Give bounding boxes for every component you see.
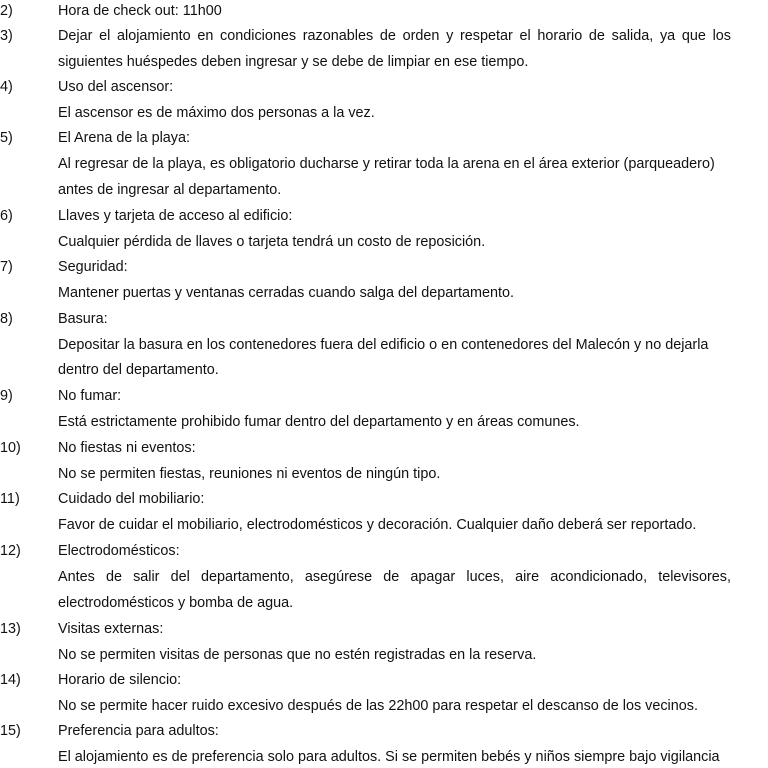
item-title: Electrodomésticos: — [58, 543, 180, 559]
item-number: 12) — [0, 543, 21, 559]
item-body-text: El ascensor es de máximo dos personas a la vez. — [58, 105, 375, 121]
item-number: 7) — [0, 259, 13, 275]
item-number: 11) — [0, 491, 20, 507]
item-title: Cuidado del mobiliario: — [58, 491, 205, 507]
list-item — [0, 538, 180, 564]
list-item — [0, 486, 205, 512]
item-body-text: Al regresar de la playa, es obligatorio ducharse y retirar toda la arena en el área exterior (parqueadero) — [58, 156, 715, 172]
item-title: No fiestas ni eventos: — [58, 440, 196, 456]
item-body-text: Depositar la basura en los contenedores fuera del edificio o en contenedores del Malecón y no dejarla — [58, 337, 709, 353]
item-title: Dejar el alojamiento en condiciones razonables de orden y respetar el horario de salida, ya que los — [58, 28, 731, 44]
list-item — [0, 306, 108, 332]
list-item — [0, 616, 164, 642]
item-body-text: Mantener puertas y ventanas cerradas cuando salga del departamento. — [58, 285, 514, 301]
list-item — [0, 383, 122, 409]
item-body-text: Cualquier pérdida de llaves o tarjeta tendrá un costo de reposición. — [58, 234, 486, 250]
item-title: El Arena de la playa: — [58, 130, 191, 146]
item-body-text: No se permiten fiestas, reuniones ni eventos de ningún tipo. — [58, 466, 441, 482]
list-item — [0, 435, 196, 461]
item-title: Preferencia para adultos: — [58, 723, 219, 739]
item-number: 13) — [0, 621, 21, 637]
item-body-text: No se permite hacer ruido excesivo después de las 22h00 para respetar el descanso de los vecinos. — [58, 698, 698, 714]
list-item — [0, 0, 222, 24]
item-number: 5) — [0, 130, 13, 146]
item-number: 8) — [0, 311, 13, 327]
item-number: 3) — [0, 28, 13, 44]
item-number: 14) — [0, 672, 21, 688]
list-item — [0, 203, 293, 229]
item-body-text: electrodomésticos y bomba de agua. — [58, 595, 294, 611]
item-body-text: Antes de salir del departamento, asegúrese de apagar luces, aire acondicionado, televisores, — [58, 569, 731, 585]
item-body-text: antes de ingresar al departamento. — [58, 182, 282, 198]
list-item — [0, 718, 219, 744]
item-number: 15) — [0, 723, 21, 739]
item-number: 9) — [0, 388, 13, 404]
item-body-text: No se permiten visitas de personas que no estén registradas en la reserva. — [58, 647, 537, 663]
item-number: 10) — [0, 440, 21, 456]
item-title: Horario de silencio: — [58, 672, 182, 688]
list-item — [0, 254, 128, 280]
item-body-text: El alojamiento es de preferencia solo para adultos. Si se permiten bebés y niños siempre bajo vigilancia — [58, 749, 720, 765]
item-title: Uso del ascensor: — [58, 79, 174, 95]
item-number: 6) — [0, 208, 13, 224]
item-title: Visitas externas: — [58, 621, 164, 637]
item-title: Hora de check out: 11h00 — [58, 3, 222, 19]
item-title: Seguridad: — [58, 259, 128, 275]
item-title-continuation: siguientes huéspedes deben ingresar y se debe de limpiar en ese tiempo. — [58, 54, 529, 70]
item-body-text: Está estrictamente prohibido fumar dentro del departamento y en áreas comunes. — [58, 414, 580, 430]
item-number: 4) — [0, 79, 13, 95]
list-item — [0, 125, 191, 151]
item-number: 2) — [0, 3, 13, 19]
item-title: Llaves y tarjeta de acceso al edificio: — [58, 208, 293, 224]
list-item — [0, 667, 182, 693]
item-body-text: dentro del departamento. — [58, 362, 219, 378]
item-title: No fumar: — [58, 388, 122, 404]
list-item — [0, 74, 174, 100]
list-item — [0, 23, 731, 49]
item-body-text: Favor de cuidar el mobiliario, electrodomésticos y decoración. Cualquier daño deberá ser reportado. — [58, 517, 697, 533]
item-title: Basura: — [58, 311, 108, 327]
